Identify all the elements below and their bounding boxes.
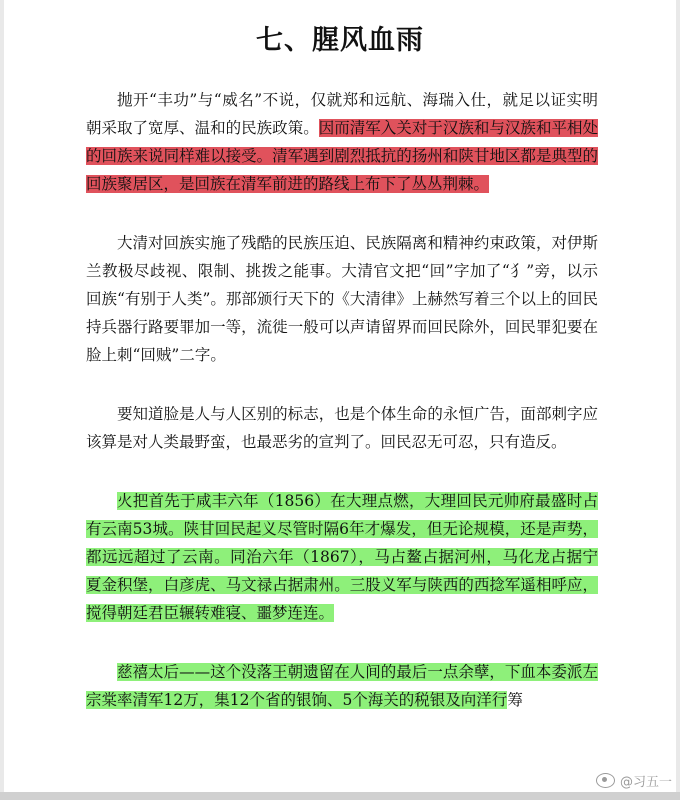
- page-title: 七、腥风血雨: [256, 25, 424, 56]
- paragraph-1-text: 抛开“丰功”与“威名”不说，仅就郑和远航、海瑞入仕，就足以证实明朝采取了宽厚、温和的民族政策。: [86, 91, 598, 137]
- weibo-icon: [596, 773, 615, 788]
- paragraph-3: 要知道脸是人与人区别的标志，也是个体生命的永恒广告，面部刺字应该算是对人类最野蛮，也最恶劣的宣判了。回民忍无可忍，只有造反。: [86, 405, 598, 451]
- page-edge-left: [0, 0, 4, 800]
- paragraph-5-green-highlight: 慈禧太后——这个没落王朝遗留在人间的最后一点余孽，下血本委派左宗棠率清军12万，集12个省的银饷、5个海关的税银及向洋行: [86, 663, 598, 709]
- page-edge-right: [676, 0, 680, 800]
- paragraph-2: 大清对回族实施了残酷的民族压迫、民族隔离和精神约束政策，对伊斯兰教极尽歧视、限制、挑拨之能事。大清官文把“回”字加了“犭”旁，以示回族“有别于人类”。那部颁行天下的《大清律》上赫然写着三个以上的回民持兵器行路要罪加一等，流徙一般可以声请留界而回民除外，回民罪犯要在脸上刺“回贼”二字。: [86, 234, 598, 364]
- paragraph-5: [86, 658, 598, 714]
- watermark: [596, 771, 672, 790]
- watermark-handle: @习五一: [619, 775, 672, 790]
- paragraph-5-tail: 筹: [507, 691, 523, 709]
- paragraph-1: [86, 86, 598, 198]
- paragraph-1-red-highlight: 因而清军入关对于汉族和与汉族和平相处的回族来说同样难以接受。清军遇到剧烈抵抗的扬州和陕甘地区都是典型的回族聚居区，是回族在清军前进的路线上布下了丛丛荆棘。: [86, 119, 598, 193]
- paragraph-4-green-highlight: 火把首先于咸丰六年（1856）在大理点燃，大理回民元帅府最盛时占有云南53城。陕甘回民起义尽管时隔6年才爆发，但无论规模，还是声势，都远远超过了云南。同治六年（1867），马占鳌占据河州，马化龙占据宁夏金积堡，白彦虎、马文禄占据肃州。三股义军与陕西的西捻军遥相呼应，搅得朝廷君臣辗转难寝、噩梦连连。: [86, 492, 598, 622]
- paragraph-4: [86, 487, 598, 627]
- bottom-bar: [0, 792, 680, 800]
- document-body: [86, 86, 598, 714]
